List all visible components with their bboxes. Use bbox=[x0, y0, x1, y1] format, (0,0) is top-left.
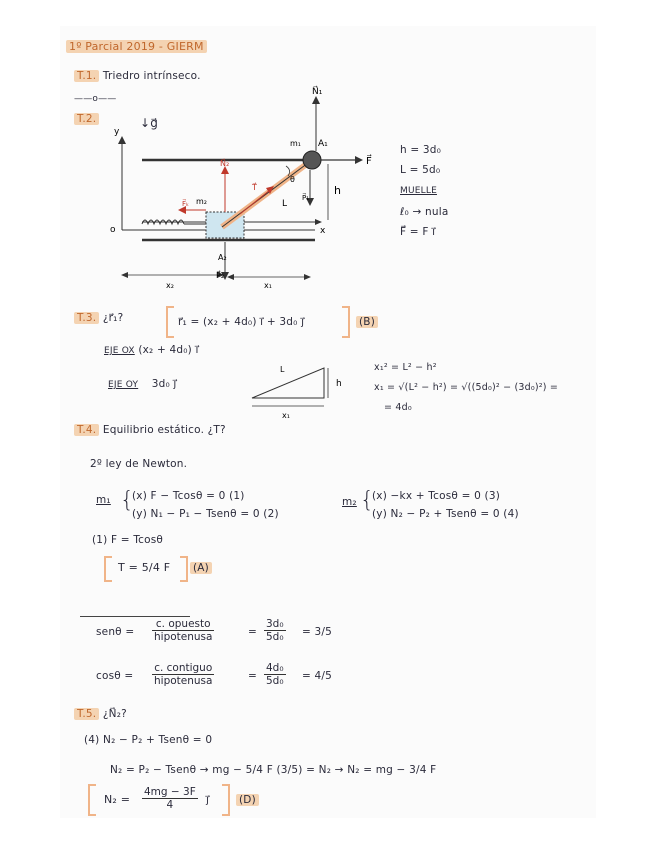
rod-length-label: L bbox=[282, 199, 288, 209]
calc-line-2: x₁ = √(L² − h²) = √((5d₀)² − (3d₀)²) = bbox=[374, 382, 559, 393]
gravity-label: ↓g⃗ bbox=[140, 116, 159, 130]
origin-label: o bbox=[110, 225, 116, 235]
triangle-l-label: L bbox=[280, 365, 285, 374]
t5-header: T.5. ¿N⃗₂? bbox=[74, 708, 127, 720]
sen-label: senθ = bbox=[96, 626, 135, 638]
ejeoy-label: EJE OY bbox=[108, 380, 139, 390]
p2-label: P⃗₂ bbox=[216, 271, 225, 280]
ejeox-line bbox=[104, 344, 199, 356]
a2-label: A₂ bbox=[218, 253, 227, 262]
n2-arrow-label: N⃗₂ bbox=[220, 159, 230, 168]
m2-eq-y: (y) N₂ − P₂ + Tsenθ = 0 (4) bbox=[372, 508, 519, 520]
p1-label: P⃗₁ bbox=[302, 194, 310, 202]
given-force: F⃗ = F i⃗ bbox=[400, 226, 436, 238]
t-bracket-right bbox=[180, 556, 188, 582]
m2-brace: { bbox=[360, 488, 375, 513]
t5-question: ¿N⃗₂? bbox=[102, 708, 127, 720]
cos-fraction-values: $\frac{\text{4d₀}}{\text{5d₀}}$ bbox=[266, 662, 284, 687]
t5-derivation: N₂ = P₂ − Tsenθ → mg − 5/4 F (3/5) = N₂ → N₂ = mg − 3/4 F bbox=[110, 764, 437, 776]
cos-value: = 4/5 bbox=[302, 670, 333, 682]
t3-answer: r⃗₁ = (x₂ + 4d₀) i⃗ + 3d₀ j⃗ bbox=[178, 316, 305, 328]
n2-bracket-right bbox=[222, 784, 230, 816]
t3-question: ¿r⃗₁? bbox=[102, 312, 124, 324]
given-spring-heading: MUELLE bbox=[400, 186, 437, 196]
cos-fraction-words: c. contiguo hipotenusa bbox=[154, 662, 213, 687]
divider bbox=[80, 616, 190, 617]
t4-option: (A) bbox=[190, 562, 212, 574]
mechanics-diagram bbox=[100, 82, 380, 292]
x-axis-label: x bbox=[320, 226, 326, 236]
h-label: h bbox=[334, 184, 341, 197]
given-spring-length: ℓ₀ → nula bbox=[400, 206, 449, 218]
n1-label: N⃗₁ bbox=[312, 87, 323, 97]
y-axis-label: y bbox=[114, 127, 120, 137]
given-l: L = 5d₀ bbox=[400, 164, 441, 176]
cos-equals: = bbox=[248, 670, 257, 682]
sen-fraction-values: $\frac{\text{3d₀}}{\text{5d₀}}$ bbox=[266, 618, 284, 643]
m1-brace: { bbox=[120, 488, 135, 513]
eq1-line: (1) F = Tcosθ bbox=[92, 534, 164, 546]
triangle-sketch bbox=[246, 358, 356, 420]
ejeoy-line bbox=[108, 378, 177, 390]
n2-bracket-left bbox=[88, 784, 96, 816]
m2-label: m₂ bbox=[196, 197, 207, 206]
m1-eq-x: (x) F − Tcosθ = 0 (1) bbox=[132, 490, 245, 502]
t2-label: T.2. bbox=[74, 113, 99, 125]
sen-fraction-words: c. opuesto hipotenusa bbox=[154, 618, 213, 643]
t1-line bbox=[74, 70, 201, 82]
theta-label: θ bbox=[290, 175, 295, 184]
page-title: 1º Parcial 2019 - GIERM bbox=[66, 40, 207, 53]
separator: ——o—— bbox=[74, 94, 117, 104]
t3-option: (B) bbox=[356, 316, 378, 328]
f-label: F⃗ bbox=[366, 156, 372, 167]
sen-value: = 3/5 bbox=[302, 626, 333, 638]
t3-header: T.3. ¿r⃗₁? bbox=[74, 312, 123, 324]
calc-line-3: = 4d₀ bbox=[384, 402, 412, 413]
triangle-x1-label: x₁ bbox=[282, 411, 290, 420]
answer-bracket-right bbox=[342, 306, 350, 338]
fk-label: F⃗ₖ bbox=[182, 200, 190, 208]
t5-option: (D) bbox=[236, 794, 259, 806]
t4-header: T.4. Equilibrio estático. ¿T? bbox=[74, 424, 226, 436]
m2-system-label: m₂ bbox=[342, 496, 357, 508]
triangle-h-label: h bbox=[336, 379, 342, 389]
x2-label: x₂ bbox=[166, 281, 174, 290]
t1-text: Triedro intrínseco. bbox=[102, 70, 201, 82]
n2-unit-vector: j⃗ bbox=[206, 794, 210, 806]
a1-label: A₁ bbox=[318, 139, 328, 149]
ejeoy-value: 3d₀ j⃗ bbox=[151, 378, 177, 390]
n2-fraction: $\frac{4mg - 3F}{4}$ bbox=[144, 786, 196, 811]
calc-line-1: x₁² = L² − h² bbox=[374, 362, 437, 373]
m2-eq-x: (x) −kx + Tcosθ = 0 (3) bbox=[372, 490, 500, 502]
t-arrow-label: T⃗ bbox=[252, 183, 257, 192]
m1-label: m₁ bbox=[290, 139, 301, 148]
x1-label: x₁ bbox=[264, 281, 272, 290]
t4-answer: T = 5/4 F bbox=[118, 561, 171, 574]
t1-label: T.1. bbox=[74, 70, 99, 82]
t4-heading: Equilibrio estático. ¿T? bbox=[102, 424, 226, 436]
cos-label: cosθ = bbox=[96, 670, 134, 682]
ejeox-label: EJE OX bbox=[104, 346, 135, 356]
newton-law: 2º ley de Newton. bbox=[90, 458, 188, 470]
answer-bracket-left bbox=[166, 306, 174, 338]
sen-equals: = bbox=[248, 626, 257, 638]
m1-eq-y: (y) N₁ − P₁ − Tsenθ = 0 (2) bbox=[132, 508, 279, 520]
t5-eq4: (4) N₂ − P₂ + Tsenθ = 0 bbox=[84, 734, 213, 746]
m1-system-label: m₁ bbox=[96, 494, 111, 506]
given-h: h = 3d₀ bbox=[400, 144, 442, 156]
ejeox-value: (x₂ + 4d₀) i⃗ bbox=[138, 344, 199, 356]
t-bracket-left bbox=[104, 556, 112, 582]
n2-lhs: N₂ = bbox=[104, 793, 131, 806]
